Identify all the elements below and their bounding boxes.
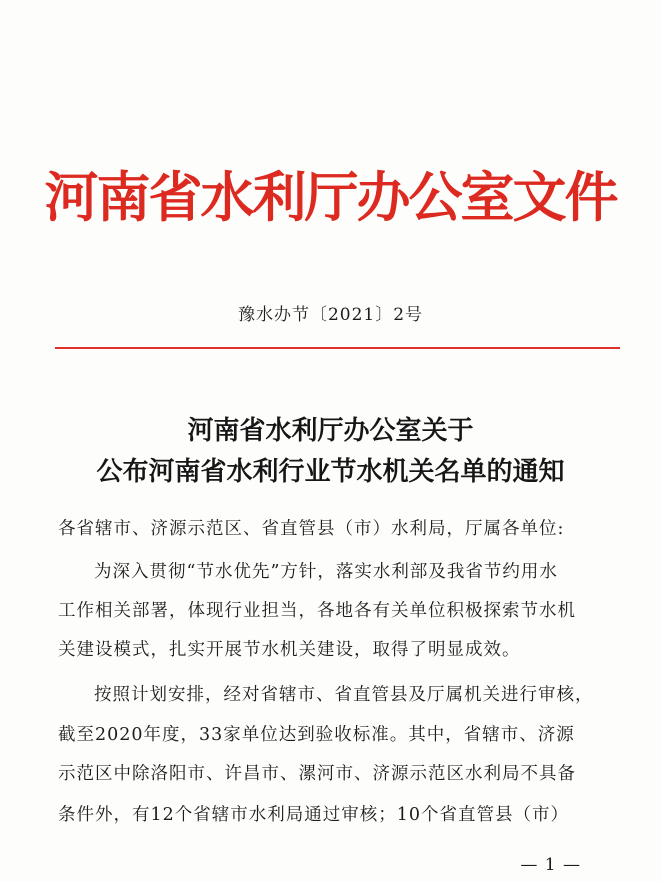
notice-title-line-1: 河南省水利厅办公室关于 [187,416,474,446]
document-header-title: 河南省水利厅办公室文件 [44,165,617,229]
page-number: — 1 — [520,855,581,875]
paragraph-1-line-2: 工作相关部署，体现行业担当，各地各有关单位积极探索节水机 [58,601,576,621]
paragraph-1-line-1: 为深入贯彻“节水优先”方针，落实水利部及我省节约用水 [94,562,558,582]
paragraph-2-line-1: 按照计划安排，经对省辖市、省直管县及厅属机关进行审核， [94,685,594,705]
paragraph-2-line-2: 截至2020年度，33家单位达到验收标准。其中，省辖市、济源 [58,725,575,745]
paragraph-2-line-4: 条件外，有12个省辖市水利局通过审核；10个省直管县（市） [58,805,570,825]
paragraph-2-line-3: 示范区中除洛阳市、许昌市、漯河市、济源示范区水利局不具备 [58,764,576,784]
notice-title-line-2: 公布河南省水利行业节水机关名单的通知 [96,457,565,487]
red-divider-line [55,347,620,349]
document-number: 豫水办节〔2021〕2号 [237,305,424,325]
salutation: 各省辖市、济源示范区、省直管县（市）水利局，厅属各单位: [58,519,565,539]
paragraph-1-line-3: 关建设模式，扎实开展节水机关建设，取得了明显成效。 [58,640,521,660]
